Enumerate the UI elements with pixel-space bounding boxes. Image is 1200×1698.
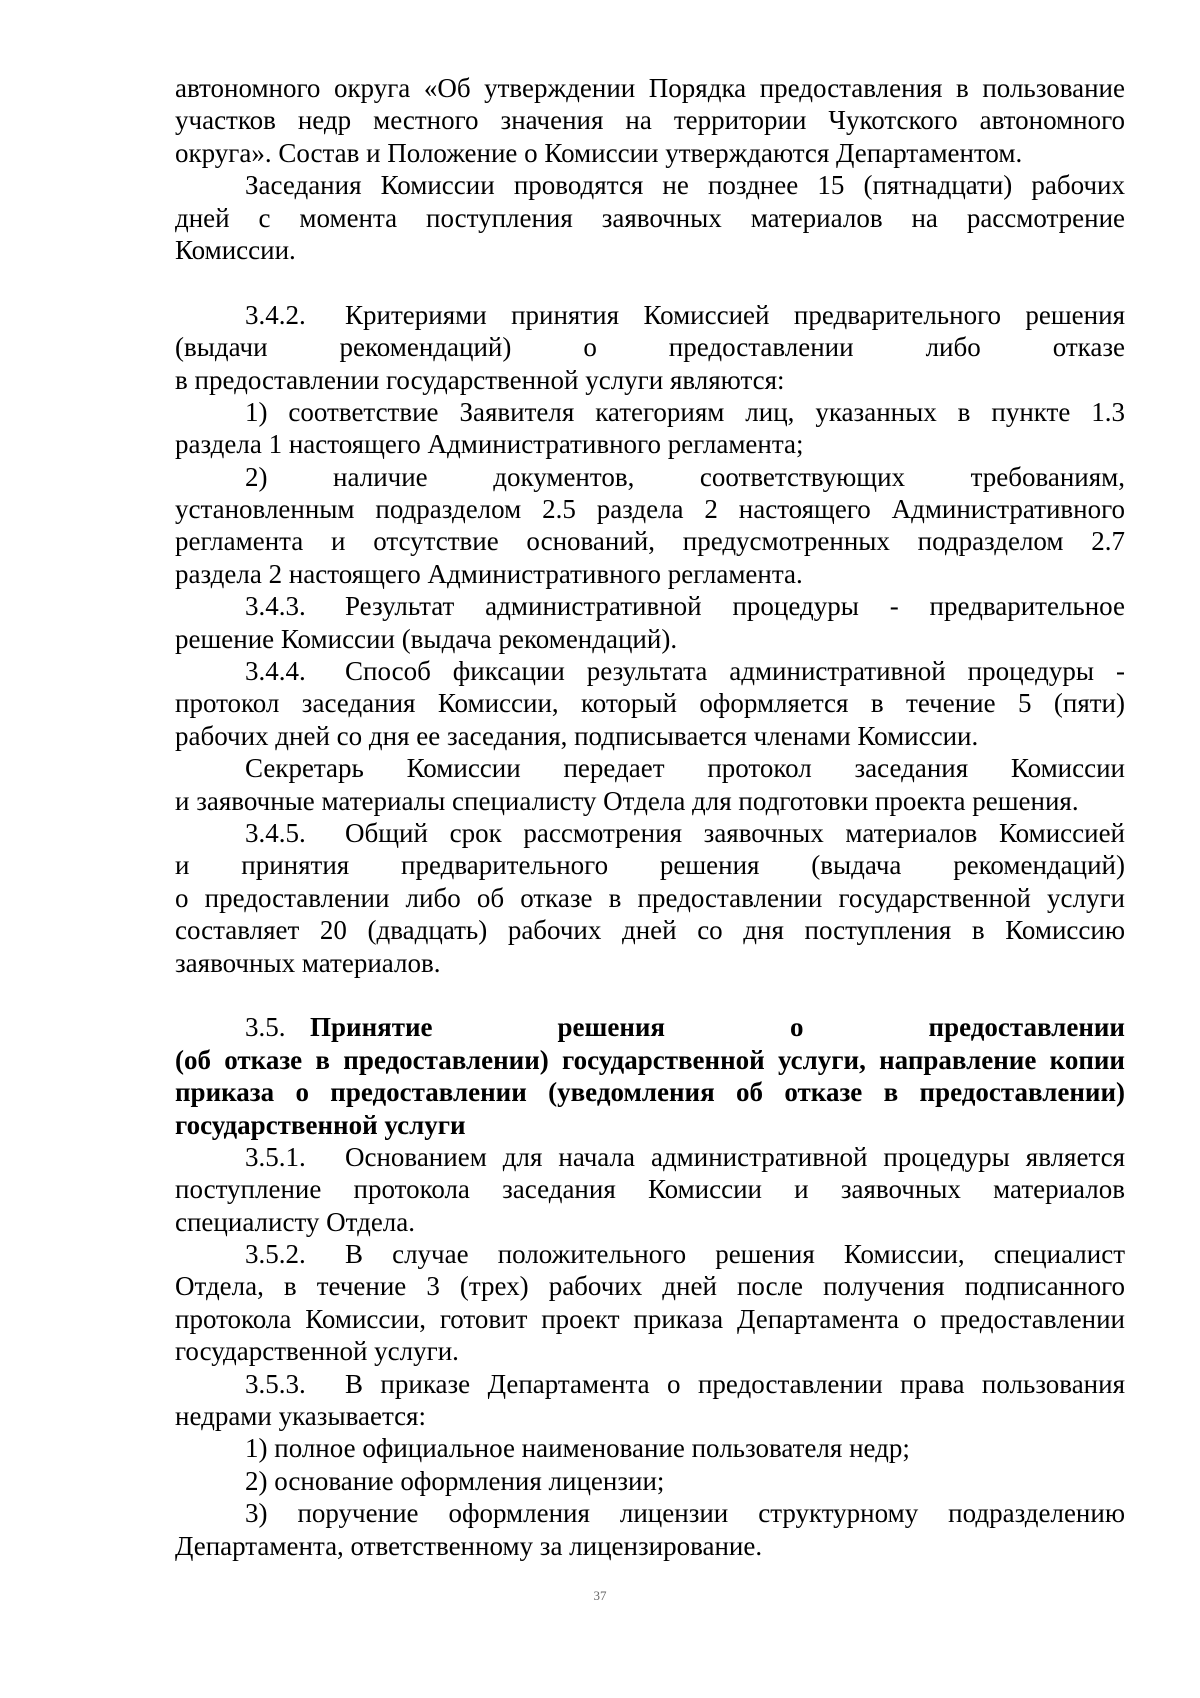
clause-number: 3.4.5. [245, 817, 306, 848]
clause-text: Критериями принятия Комиссией предварительного решения [345, 299, 1125, 330]
text-line: в предоставлении государственной услуги являются: [175, 364, 785, 395]
clause-number: 3.4.2. [245, 299, 306, 330]
text-line: и принятия предварительного решения (выдача рекомендаций) [175, 850, 1125, 881]
clause-number: 3.4.4. [245, 656, 306, 687]
text-line: раздела 2 настоящего Административного регламента. [175, 558, 803, 589]
list-item-line: 1) соответствие Заявителя категориям лиц, указанных в пункте 1.3 [245, 396, 1125, 427]
text-line: округа». Состав и Положение о Комиссии утверждаются Департаментом. [175, 137, 1023, 168]
clause-text: В случае положительного решения Комиссии, специалист [345, 1239, 1125, 1270]
text-line: о предоставлении либо об отказе в предоставлении государственной услуги [175, 882, 1125, 913]
text-line: раздела 1 настоящего Административного регламента; [175, 429, 804, 460]
clause-3-4-5-line [175, 817, 1125, 849]
text-line: установленным подразделом 2.5 раздела 2 настоящего Административного [175, 494, 1125, 525]
text-line: дней с момента поступления заявочных материалов на рассмотрение [175, 202, 1125, 233]
clause-text: Основанием для начала административной процедуры является [345, 1141, 1125, 1172]
text-line: и заявочные материалы специалисту Отдела для подготовки проекта решения. [175, 785, 1079, 816]
text-line: протокола Комиссии, готовит проект приказа Департамента о предоставлении [175, 1303, 1125, 1334]
clause-text: В приказе Департамента о предоставлении права пользования [345, 1368, 1125, 1399]
clause-number: 3.5.3. [245, 1368, 306, 1399]
text-line: Отдела, в течение 3 (трех) рабочих дней после получения подписанного [175, 1271, 1125, 1302]
clause-number: 3.4.3. [245, 591, 306, 622]
text-line: рабочих дней со дня ее заседания, подписывается членами Комиссии. [175, 720, 979, 751]
paragraph-gap [175, 979, 1125, 1011]
text-line: решение Комиссии (выдача рекомендаций). [175, 623, 678, 654]
page-number: 37 [593, 1588, 607, 1603]
text-line: Комиссии. [175, 234, 296, 265]
clause-3-5-2-line [175, 1238, 1125, 1270]
clause-text: Общий срок рассмотрения заявочных материалов Комиссией [345, 817, 1125, 848]
clause-number: 3.5.1. [245, 1141, 306, 1172]
text-line: автономного округа «Об утверждении Порядка предоставления в пользование [175, 73, 1125, 103]
text-line: заявочных материалов. [175, 947, 441, 978]
clause-3-5-1-line [175, 1141, 1125, 1173]
text-line: недрами указывается: [175, 1401, 426, 1432]
text-line: специалисту Отдела. [175, 1206, 416, 1237]
text-line: государственной услуги. [175, 1336, 459, 1367]
clause-number: 3.5.2. [245, 1239, 306, 1270]
section-heading-line: приказа о предоставлении (уведомления об отказе в предоставлении) [175, 1077, 1125, 1108]
list-item-line: 1) полное официальное наименование пользователя недр; [245, 1433, 910, 1464]
text-line: поступление протокола заседания Комиссии и заявочных материалов [175, 1174, 1125, 1205]
text-line: Департамента, ответственному за лицензирование. [175, 1530, 763, 1561]
clause-3-5-3-line [175, 1368, 1125, 1400]
clause-text: Способ фиксации результата административной процедуры - [345, 656, 1125, 687]
paragraph-gap [175, 266, 1125, 298]
text-line: Секретарь Комиссии передает протокол заседания Комиссии [245, 753, 1125, 784]
clause-text: Результат административной процедуры - предварительное [345, 591, 1125, 622]
text-line: регламента и отсутствие оснований, предусмотренных подразделом 2.7 [175, 526, 1125, 557]
list-item-line: 3) поручение оформления лицензии структурному подразделению [245, 1498, 1125, 1529]
section-heading-text: Принятие решения о предоставлении [310, 1012, 1125, 1043]
list-item-line: 2) основание оформления лицензии; [245, 1465, 665, 1496]
text-line: составляет 20 (двадцать) рабочих дней со дня поступления в Комиссию [175, 915, 1125, 946]
document-body [175, 72, 1125, 1562]
section-heading-line: (об отказе в предоставлении) государственной услуги, направление копии [175, 1044, 1125, 1075]
text-line: (выдачи рекомендаций) о предоставлении либо отказе [175, 332, 1125, 363]
section-3-5-heading-line [175, 1011, 1125, 1043]
clause-3-4-4-line [175, 655, 1125, 687]
clause-3-4-2-line [175, 299, 1125, 331]
text-line: Заседания Комиссии проводятся не позднее 15 (пятнадцати) рабочих [245, 170, 1125, 201]
text-line: участков недр местного значения на территории Чукотского автономного [175, 105, 1125, 136]
text-line: протокол заседания Комиссии, который оформляется в течение 5 (пяти) [175, 688, 1125, 719]
section-heading-line: государственной услуги [175, 1109, 466, 1140]
list-item-line: 2) наличие документов, соответствующих требованиям, [245, 461, 1125, 492]
section-number: 3.5. [245, 1012, 286, 1043]
clause-3-4-3-line [175, 590, 1125, 622]
